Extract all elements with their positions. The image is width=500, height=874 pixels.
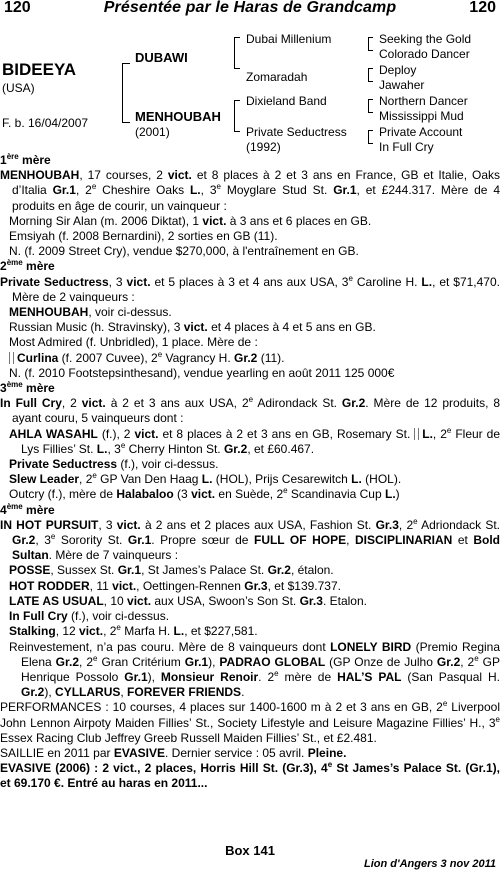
ggp-6: Mississippi Mud [379, 109, 464, 123]
dam-year: (2001) [135, 125, 170, 139]
dam-2-record: Private Seductress, 3 vict. et 5 places à 3 et 4 ans aux USA, 3e Caroline H. L., et $71,470. Mère de 2 vainqueurs : [0, 273, 500, 304]
grandsire-maternal: Dixieland Band [246, 94, 327, 108]
ggp-4: Jawaher [379, 78, 425, 92]
lot-number-left: 120 [4, 0, 31, 16]
produce-line: Private Seductress (f.), voir ci-dessus. [9, 457, 219, 472]
granddam-maternal: Private Seductress [246, 125, 347, 139]
horse-country: (USA) [2, 81, 35, 95]
box-number: Box 141 [225, 843, 275, 858]
dam-3-record: In Full Cry, 2 vict. à 2 et 3 ans aux USA, 2e Adirondack St. Gr.2. Mère de 12 produits, 8 ayant couru, 5 vainqueurs dont : [0, 395, 500, 426]
covering: SAILLIE en 2011 par EVASIVE. Dernier service : 05 avril. Pleine. [0, 745, 347, 760]
sire-name: DUBAWI [135, 50, 188, 65]
ggp-7: Private Account [379, 125, 463, 139]
ggp-3: Deploy [379, 63, 417, 77]
ggp-1: Seeking the Gold [379, 32, 472, 46]
produce-line: Most Admired (f. Unbridled), 1 place. Mère de : [9, 335, 258, 350]
produce-line: N. (f. 2009 Street Cry), vendue $270,000, à l'entraînement en GB. [9, 244, 359, 259]
produce-line: HOT RODDER, 11 vict., Oettingen-Rennen Gr.3, et $139.737. [9, 578, 341, 593]
horse-birth: F. b. 16/04/2007 [2, 116, 89, 130]
produce-line: Slew Leader, 2e GP Van Den Haag L. (HOL), Prijs Cesarewitch L. (HOL). [9, 471, 402, 487]
page-footer [0, 843, 500, 874]
bracket-gen3-3 [368, 99, 373, 113]
produce-line: AHLA WASAHL (f.), 2 vict. et 8 places à 2 et 3 ans en GB, Rosemary St. L., 2e Fleur de Lys Fillies’ St. L., 3e Cherry Hinton St. Gr.2, et £60.467. [9, 425, 500, 456]
produce-line: Russian Music (h. Stravinsky), 3 vict. et 4 places à 4 et 5 ans en GB. [9, 320, 376, 335]
pedigree-table [0, 30, 500, 155]
produce-line: LATE AS USUAL, 10 vict. aux USA, Swoon’s Son St. Gr.3. Etalon. [9, 593, 367, 608]
bracket-gen2-dam [234, 100, 240, 132]
produce-line: Reinvestement, n’a pas couru. Mère de 8 vainqueurs dont LONELY BIRD (Premio Regina Elena Gr.2, 2e Gran Critérium Gr.1), PADRAO GLOBAL (GP Onze de Julho Gr.2, 2e GP Henrique Possolo Gr.1), Monsieur Renoir. 2e mère de HAL’S PAL (San Pasqual H. Gr.2), CYLLARUS, FOREVER FRIENDS. [9, 639, 500, 700]
dam-1-record: MENHOUBAH, 17 courses, 2 vict. et 8 places à 2 et 3 ans en France, GB et Italie, Oaks d’Italia Gr.1, 2e Cheshire Oaks L., 3e Moyglare Stud St. Gr.1, et £244.317. Mère de 4 produits en âge de courir, un vainqueur : [0, 168, 500, 213]
bracket-gen3-4 [368, 130, 373, 144]
section-heading-4: 4ème mère [0, 501, 55, 517]
dam-name: MENHOUBAH [135, 109, 221, 124]
ggp-2: Colorado Dancer [379, 47, 470, 61]
performances: PERFORMANCES : 10 courses, 4 places sur 1400-1600 m à 2 et 3 ans en GB, 2e Liverpool John Lennon Airpoty Maiden Fillies’ St., Society Lifestyle and Leisure Magazine Fillies’ H., 3e Essex Racing Club Jeffrey Greeb Russell Maiden Fillies’ St., et £2.481. [0, 699, 500, 745]
produce-line: Stalking, 12 vict., 2e Marfa H. L., et $227,581. [9, 623, 258, 639]
horse-name: BIDEEYA [2, 60, 77, 79]
sale-venue-date: Lion d'Angers 3 nov 2011 [364, 858, 496, 870]
bracket-gen2-sire [234, 37, 240, 69]
grandsire-paternal: Dubai Millenium [246, 32, 332, 46]
produce-line: N. (f. 2010 Footstepsinthesand), vendue yearling en août 2011 125 000€ [9, 365, 395, 380]
catalogue-body [0, 153, 500, 843]
produce-line: POSSE, Sussex St. Gr.1, St James’s Palace St. Gr.2, étalon. [9, 563, 334, 578]
page-header [0, 0, 500, 22]
section-heading-1: 1ère mère [0, 152, 51, 167]
bracket-gen3-2 [368, 68, 373, 82]
ggp-8: In Full Cry [379, 140, 434, 154]
stallion-note: EVASIVE (2006) : 2 vict., 2 places, Horris Hill St. (Gr.3), 4e St James’s Palace St. (Gr.1), et 69.170 €. Entré au haras en 2011... [0, 760, 500, 791]
granddam-paternal: Zomaradah [246, 70, 308, 84]
bracket-gen3-1 [368, 37, 373, 51]
ggp-5: Northern Dancer [379, 94, 468, 108]
dam-4-record: IN HOT PURSUIT, 3 vict. à 2 ans et 2 places aux USA, Fashion St. Gr.3, 2e Adriondack St. Gr.2, 3e Sorority St. Gr.1. Propre sœur de FULL OF HOPE, DISCIPLINARIAN et Bold Sultan. Mère de 7 vainqueurs : [0, 516, 500, 563]
produce-line: Curlina (f. 2007 Cuvee), 2e Vagrancy H. Gr.2 (11). [0, 351, 500, 366]
lot-number-right: 120 [469, 0, 496, 16]
produce-line: Outcry (f.), mère de Halabaloo (3 vict. en Suède, 2e Scandinavia Cup L.) [9, 486, 400, 502]
section-heading-3: 3ème mère [0, 380, 55, 396]
produce-line: MENHOUBAH, voir ci-dessus. [9, 305, 172, 320]
section-heading-2: 2ème mère [0, 258, 55, 274]
produce-line: Morning Sir Alan (m. 2006 Diktat), 1 vict. à 3 ans et 6 places en GB. [9, 213, 372, 228]
produce-line: In Full Cry (f.), voir ci-dessus. [9, 609, 170, 624]
bracket-gen1 [122, 63, 130, 123]
produce-line: Emsiyah (f. 2008 Bernardini), 2 sorties en GB (11). [9, 229, 278, 244]
granddam-maternal-year: (1992) [246, 140, 281, 154]
consignor-line: Présentée par le Haras de Grandcamp [103, 0, 397, 16]
